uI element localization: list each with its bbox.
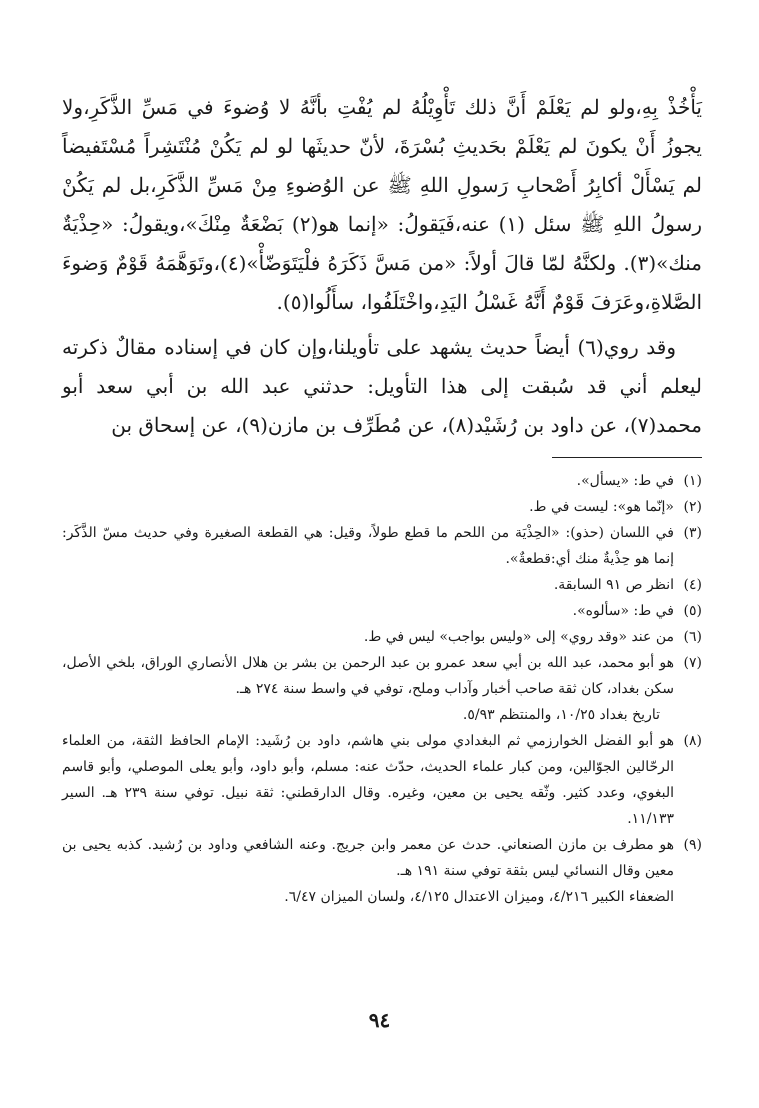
footnote-7 (62, 650, 702, 702)
footnote-9 (62, 832, 702, 884)
footnote-8 (62, 728, 702, 832)
footnote-4 (62, 572, 702, 598)
footnote-9-source: الضعفاء الكبير ٤/٢١٦، وميزان الاعتدال ٤/١٢٥، ولسان الميزان ٦/٤٧. (284, 889, 674, 905)
book-page (62, 88, 702, 910)
footnote-number: (٥) (683, 603, 702, 619)
footnote-5 (62, 598, 702, 624)
footnote-number: (٦) (683, 629, 702, 645)
footnote-text: من عند «وقد روي» إلى «وليس بواجب» ليس في ط. (363, 629, 674, 645)
footnote-text: في ط: «سألوه». (572, 603, 674, 619)
footnote-number: (٢) (683, 499, 702, 515)
main-text (62, 88, 702, 445)
footnote-text: انظر ص ٩١ السابقة. (553, 577, 674, 593)
footnote-number: (٩) (683, 837, 702, 853)
footnote-number: (٧) (683, 655, 702, 671)
footnote-7-source: تاريخ بغداد ١٠/٢٥، والمنتظم ٥/٩٣. (462, 707, 660, 723)
footnote-number: (٤) (683, 577, 702, 593)
footnote-number: (٨) (683, 733, 702, 749)
footnote-text: هو أبو محمد، عبد الله بن أبي سعد عمرو بن عبد الرحمن بن بشر بن هلال الأنصاري الوراق، بلخي الأصل، سكن بغداد، كان ثقة صاحب أخبار وآداب وملح، توفي في واسط سنة ٢٧٤ هـ. (62, 655, 674, 697)
footnote-2 (62, 494, 702, 520)
footnote-number: (٣) (683, 525, 702, 541)
footnote-6 (62, 624, 702, 650)
footnote-text: هو مطرف بن مازن الصنعاني. حدث عن معمر وابن جريج. وعنه الشافعي وداود بن رُشيد. كذبه يحيى بن معين وقال النسائي ليس بثقة توفي سنة ١٩١ هـ. (62, 837, 674, 879)
footnote-3 (62, 520, 702, 572)
footnote-text: في ط: «يسأل». (576, 473, 674, 489)
footnote-separator (552, 457, 702, 458)
page-number: ٩٤ (368, 1008, 391, 1032)
main-paragraph-2: وقد روي(٦) أيضاً حديث يشهد على تأويلنا،وإن كان في إسناده مقالٌ ذكرته ليعلم أني قد سُبقت إلى هذا التأويل: حدثني عبد الله بن أبي سعد أبو محمد(٧)، عن داود بن رُشَيْد(٨)، عن مُطَرِّف بن مازن(٩)، عن إسحاق بن (62, 335, 702, 437)
footnotes (62, 468, 702, 910)
footnote-text: هو أبو الفضل الخوارزمي ثم البغدادي مولى بني هاشم، داود بن رُشَيد: الإمام الحافظ الثقة، من العلماء الرحّالين الجوّالين، ومن كبار علماء الحديث، حدّث عنه: مسلم، وأبو داود، وأبو يعلى الموصلي، وأبو قاسم البغوي، وعدد كثير. وثّقه يحيى بن معين، وغيره. وقال الدارقطني: ثقة نبيل. توفي سنة ٢٣٩ هـ. السير ١١/١٣٣. (62, 733, 674, 827)
footnote-1 (62, 468, 702, 494)
main-paragraph-1: يَأْخُذْ بِهِ،ولو لم يَعْلَمْ أَنَّ ذلك تَأْوِيْلُهُ لم يُفْتِ بأنَّهُ لا وُضوءَ في مَسِّ الذَّكَرِ،ولا يجوزُ أَنْ يكونَ لم يَعْلَمْ بحَديثِ بُسْرَةَ، لأنّ حديثَها لو لم يَكُنْ مُنْتَشِراً مُسْتَفيضاً لم يَسْأَلْ أكابِرُ أَصْحابِ رَسولِ اللهِ ﷺ عن الوُضوءِ مِنْ مَسِّ الذَّكَرِ،بل لم يَكُنْ رسولُ اللهِ ﷺ سئل (١) عنه،فَيَقولُ: «إنما هو(٢) بَضْعَةٌ مِنْكَ»،ويقولُ: «حِذْيَةٌ منك»(٣). ولكنَّهُ لمّا قالَ أولاً: «من مَسَّ ذَكَرَهُ فلْيَتَوَضّأْ»(٤)،وتَوَهَّمَهُ قَوْمٌ وَضوءَ الصَّلاةِ،وعَرَفَ قَوْمٌ أَنَّهُ غَسْلُ اليَدِ،واخْتَلَفُوا، سأَلُوا(٥). (62, 95, 703, 314)
footnote-number: (١) (683, 473, 702, 489)
footnote-text: في اللسان (حذو): «الحِذْيَة من اللحم ما قطع طولاً، وقيل: هي القطعة الصغيرة وفي حديث مسّ الذَّكَر: إنما هو حِذْيةٌ منك أي:قطعةٌ». (62, 525, 674, 567)
footnote-text: «إنّما هو»: ليست في ط. (529, 499, 674, 515)
